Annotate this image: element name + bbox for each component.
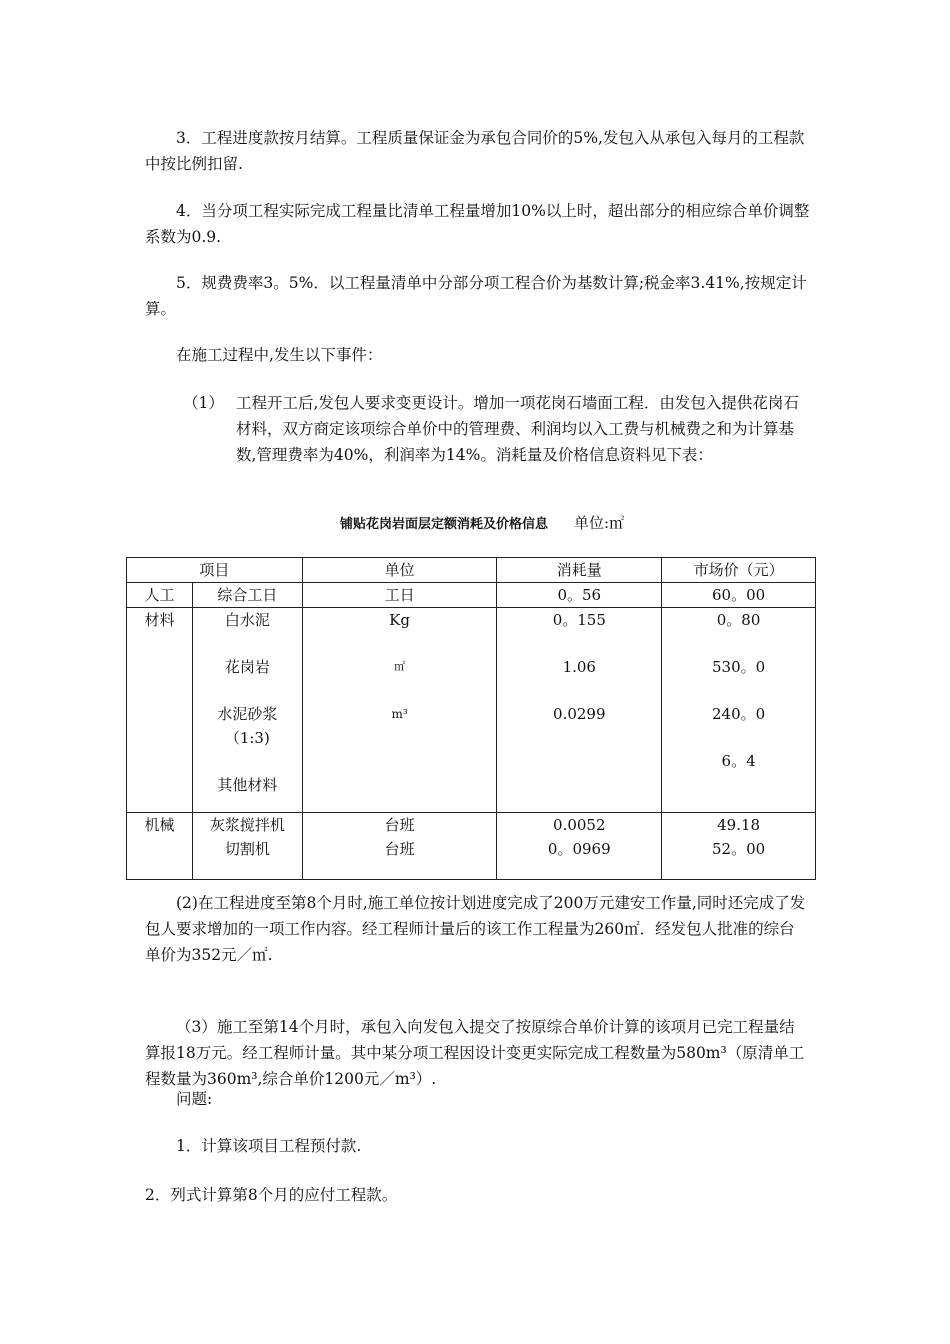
material-price: 240。0 [711,705,766,723]
machinery-unit: 台班 [384,816,415,834]
header-item: 项目 [127,558,303,583]
labor-consumption: 0。56 [557,586,602,604]
machinery-name: 灰浆搅拌机 [209,816,285,834]
material-name: 花岗岩 [224,658,270,676]
material-consumption: 0。155 [552,611,606,629]
events-intro: 在施工过程中,发生以下事件： [176,346,383,364]
table-row-labor [127,583,816,608]
labor-unit: 工日 [384,586,415,604]
question-2: 2．列式计算第8个月的应付工程款。 [145,1186,398,1204]
material-price: 0。80 [716,611,761,629]
machinery-consumption: 0.0052 [553,816,606,834]
clause-4: 4．当分项工程实际完成工程量比清单工程量增加10%以上时，超出部分的相应综合单价调整系数为0.9. [145,202,810,246]
material-name: 其他材料 [217,776,278,794]
header-unit: 单位 [302,558,497,583]
header-consumption: 消耗量 [497,558,662,583]
machinery-price: 49.18 [717,816,761,834]
material-price: 6。4 [721,752,756,770]
material-unit: ㎡ [394,660,406,673]
questions-label: 问题: [176,1090,213,1108]
event-3: （3）施工至第14个月时，承包入向发包入提交了按原综合单价计算的该项月已完工程量结算报18万元。经工程师计量。其中某分项工程因设计变更实际完成工程数量为580m³（原清单工程数量为360m³,综合单价1200元／m³）. [145,1018,805,1088]
machinery-category: 机械 [144,816,175,834]
table-header-row [127,558,816,583]
machinery-consumption: 0。0969 [547,840,611,858]
material-unit: Kg [389,611,410,629]
clause-3: 3．工程进度款按月结算。工程质量保证金为承包合同价的5%,发包入从承包入每月的工程款中按比例扣留. [145,129,805,173]
event-1-text: 工程开工后,发包人要求变更设计。增加一项花岗石墙面工程．由发包入提供花岗石材料，双方商定该项综合单价中的管理费、利润均以入工费与机械费之和为计算基数,管理费率为40%，利润率为14%。消耗量及价格信息资料见下表： [236,394,799,464]
table-caption [340,512,624,533]
table-unit: 单位:㎡ [574,514,625,532]
machinery-name: 切割机 [224,840,270,858]
material-name: 白水泥 [224,611,270,629]
header-price: 市场价（元） [662,558,816,583]
material-name-suffix: （1:3) [224,729,270,747]
clause-5: 5．规费费率3。5%．以工程量清单中分部分项工程合价为基数计算;税金率3.41%,按规定计算。 [145,274,807,318]
price-table [126,557,816,880]
labor-price: 60。00 [711,586,766,604]
labor-category: 人工 [144,586,175,604]
material-unit: m³ [391,707,408,721]
materials-category: 材料 [144,611,175,629]
table-row-materials [127,608,816,813]
labor-name: 综合工日 [217,586,278,604]
material-name: 水泥砂浆 [217,705,278,723]
event-2: (2)在工程进度至第8个月时,施工单位按计划进度完成了200万元建安工作量,同时还完成了发包人要求增加的一项工作内容。经工程师计量后的该工作工程量为260㎡．经发包人批准的综台单价为352元／㎡. [145,894,806,964]
material-consumption: 0.0299 [553,705,606,723]
event-1 [183,390,813,468]
material-consumption: 1.06 [562,658,596,676]
machinery-unit: 台班 [384,840,415,858]
table-title: 铺贴花岗岩面层定额消耗及价格信息 [340,517,549,532]
material-price: 530。0 [711,658,766,676]
machinery-price: 52。00 [711,840,766,858]
table-row-machinery [127,813,816,880]
event-1-number: （1） [183,394,224,412]
question-1: 1．计算该项目工程预付款. [176,1137,362,1155]
